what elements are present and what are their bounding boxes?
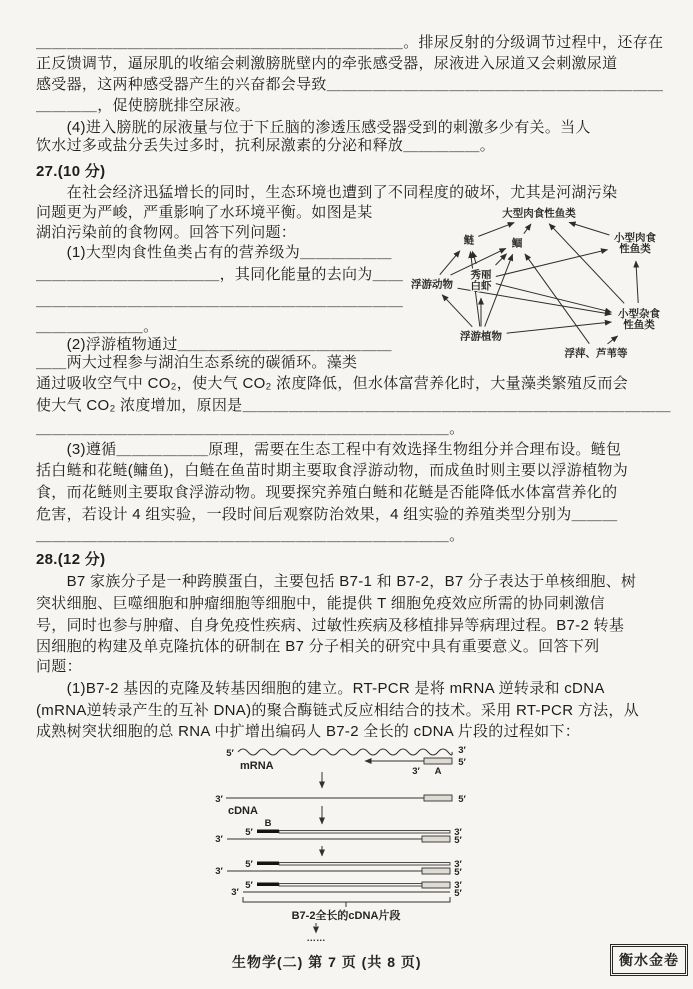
strand-3prime-label: 3′ <box>454 859 462 870</box>
text-line: 使大气 CO₂ 浓度增加，原因是＿＿＿＿＿＿＿＿＿＿＿＿＿＿＿＿＿＿＿＿＿＿＿＿＿＿＿＿ <box>36 397 671 414</box>
primer-region <box>422 836 450 842</box>
strand-5prime-label: 5′ <box>454 835 462 846</box>
primer-region <box>422 868 450 874</box>
food-web-arrow <box>636 261 638 303</box>
cdna-primer-region <box>424 795 452 801</box>
primer-b-box <box>257 862 279 866</box>
food-web-node-zoo: 浮游动物 <box>411 278 453 291</box>
mrna-3prime-label: 3′ <box>458 745 466 756</box>
product-strand <box>279 884 422 886</box>
text-line: ＿＿＿＿＿＿＿＿＿＿＿＿，其同化能量的去向为＿＿ <box>36 266 404 283</box>
footer-brand-badge: 衡水金卷 <box>610 944 688 976</box>
text-line: 因细胞的构建及单克隆抗体的研制在 B7 分子相关的研究中具有重要意义。回答下列 <box>36 638 600 655</box>
q27-heading: 27.(10 分) <box>36 163 106 180</box>
text-line: 食，而花鲢则主要取食浮游动物。现要探究养殖白鲢和花鲢是否能降低水体富营养化的 <box>36 484 618 501</box>
food-web-node-big_carn: 大型肉食性鱼类 <box>502 207 576 220</box>
text-line: 括白鲢和花鲢(鳙鱼)，白鲢在鱼苗时期主要取食浮游动物，而成鱼时则主要以浮游植物为 <box>36 462 628 479</box>
text-line: 感受器，这两种感受器产生的兴奋都会导致＿＿＿＿＿＿＿＿＿＿＿＿＿＿＿＿＿＿＿＿＿＿ <box>36 76 664 93</box>
text-line: B7 家族分子是一种跨膜蛋白，主要包括 B7-1 和 B7-2，B7 分子表达于单核细胞、树 <box>36 573 637 590</box>
text-line: 在社会经济迅猛增长的同时，生态环境也遭到了不同程度的破坏，尤其是河湖污染 <box>36 184 618 201</box>
text-line: ＿＿＿＿，促使膀胱排空尿液。 <box>36 97 251 114</box>
continuation-dots: …… <box>306 933 326 942</box>
strand-3prime-label: 3′ <box>454 827 462 838</box>
footer-page-label: 生物学(二) 第 7 页 (共 8 页) <box>232 954 422 970</box>
pcr-diagram <box>212 742 477 942</box>
brace <box>243 897 450 902</box>
food-web-arrow <box>549 224 624 304</box>
strand-5prime-label: 5′ <box>454 867 462 878</box>
text-line: ＿＿＿＿＿＿＿＿＿＿＿＿＿＿＿＿＿＿＿＿＿＿＿＿＿＿＿。 <box>36 420 465 437</box>
text-line: ＿＿＿＿＿＿＿＿＿＿＿＿＿＿＿＿＿＿＿＿＿＿＿＿ <box>36 292 404 309</box>
strand-5prime-label: 5′ <box>245 827 253 838</box>
text-line: 问题更为严峻，严重影响了水环境平衡。如图是某 <box>36 204 373 221</box>
primer-a-3prime-label: 3′ <box>412 766 420 777</box>
food-web-diagram <box>393 197 689 372</box>
food-web-node-small_carn: 小型肉食性鱼类 <box>614 232 656 255</box>
strand-3prime-label: 3′ <box>231 887 239 898</box>
text-line: (2)浮游植物通过＿＿＿＿＿＿＿＿＿＿＿＿＿＿ <box>36 336 392 353</box>
food-web-arrow <box>569 222 609 235</box>
mrna-strand <box>238 749 452 755</box>
strand-3prime-label: 3′ <box>215 866 223 877</box>
cdna-3prime-label: 3′ <box>215 794 223 805</box>
primer-a-5prime-label: 5′ <box>458 757 466 768</box>
primer-b-box <box>257 883 279 887</box>
food-web-arrow <box>608 336 618 344</box>
new-strand <box>279 863 450 865</box>
text-line: ＿＿两大过程参与湖泊生态系统的碳循环。藻类 <box>36 354 358 371</box>
text-line: 正反馈调节，逼尿肌的收缩会刺激膀胱壁内的牵张感受器，尿液进入尿道又会刺激尿道 <box>36 55 618 72</box>
text-line: 通过吸收空气中 CO₂，使大气 CO₂ 浓度降低，但水体富营养化时，大量藻类繁殖反而会 <box>36 375 629 392</box>
text-line: ＿＿＿＿＿＿＿＿＿＿＿＿＿＿＿＿＿＿＿＿＿＿＿＿。排尿反射的分级调节过程中，还存在 <box>36 34 664 51</box>
food-web-arrow <box>496 254 507 265</box>
text-line: 成熟树突状细胞的总 RNA 中扩增出编码人 B7-2 全长的 cDNA 片段的过程如下： <box>36 723 581 740</box>
q28-heading: 28.(12 分) <box>36 551 106 568</box>
food-web-arrow <box>478 223 514 237</box>
strand-5prime-label: 5′ <box>245 880 253 891</box>
food-web-arrow <box>496 250 608 277</box>
food-web-node-weed: 浮萍、芦苇等 <box>564 347 628 360</box>
food-web-arrow <box>507 322 612 333</box>
food-web-arrow <box>472 251 476 264</box>
food-web-node-small_omni: 小型杂食性鱼类 <box>618 308 660 331</box>
cdna-label: cDNA <box>228 805 258 817</box>
text-line: (mRNA逆转录产生的互补 DNA)的聚合酶链式反应相结合的技术。采用 RT-PCR 方法，从 <box>36 702 639 719</box>
product-label: B7-2全长的cDNA片段 <box>291 910 401 922</box>
text-line: ＿＿＿＿＿＿＿＿＿＿＿＿＿＿＿＿＿＿＿＿＿＿＿＿＿＿＿。 <box>36 527 465 544</box>
strand-3prime-label: 3′ <box>454 880 462 891</box>
text-line: (1)B7-2 基因的克隆及转基因细胞的建立。RT-PCR 是将 mRNA 逆转录和 cDNA <box>36 680 605 697</box>
text-line: 湖泊污染前的食物网。回答下列问题： <box>36 224 297 241</box>
text-line: (1)大型肉食性鱼类占有的营养级为＿＿＿＿＿＿ <box>36 244 392 261</box>
strand-5prime-label: 5′ <box>454 888 462 899</box>
new-strand <box>279 831 450 833</box>
primer-a-label: A <box>434 766 442 777</box>
mrna-5prime-label: 5′ <box>226 748 234 759</box>
food-web-arrow <box>524 224 531 234</box>
text-line: 问题： <box>36 658 82 675</box>
food-web-node-gu: 鲴 <box>511 237 523 250</box>
text-line: (4)进入膀胱的尿液量与位于下丘脑的渗透压感受器受到的刺激多少有关。当人 <box>36 119 591 136</box>
mrna-label: mRNA <box>240 760 274 772</box>
cdna-5prime-label: 5′ <box>458 794 466 805</box>
food-web-arrow <box>442 295 472 327</box>
strand-3prime-label: 3′ <box>215 834 223 845</box>
food-web-node-phyto: 浮游植物 <box>460 330 502 343</box>
text-line: 危害，若设计 4 组实验，一段时间后观察防治效果，4 组实验的养殖类型分别为＿＿＿ <box>36 506 618 523</box>
primer-a-box <box>424 758 452 764</box>
primer-region <box>422 882 450 888</box>
text-line: ＿＿＿＿＿＿＿。 <box>36 318 159 335</box>
primer-b-box <box>257 830 279 834</box>
primer-b-label: B <box>264 818 272 829</box>
food-web-node-lian: 鲢 <box>463 234 475 247</box>
text-line: 号，同时也参与肿瘤、自身免疫性疾病、过敏性疾病及移植排异等病理过程。B7-2 转基 <box>36 617 625 634</box>
food-web-node-shrimp: 秀丽白虾 <box>470 269 492 292</box>
food-web-arrow <box>440 251 460 275</box>
strand-5prime-label: 5′ <box>245 859 253 870</box>
text-line: (3)遵循＿＿＿＿＿＿原理，需要在生态工程中有效选择生物组分并合理布设。鲢包 <box>36 441 622 458</box>
text-line: 突状细胞、巨噬细胞和肿瘤细胞等细胞中，能提供 T 细胞免疫效应所需的协同刺激信 <box>36 595 605 612</box>
text-line: 饮水过多或盐分丢失过多时，抗利尿激素的分泌和释放＿＿＿＿＿。 <box>36 137 496 154</box>
